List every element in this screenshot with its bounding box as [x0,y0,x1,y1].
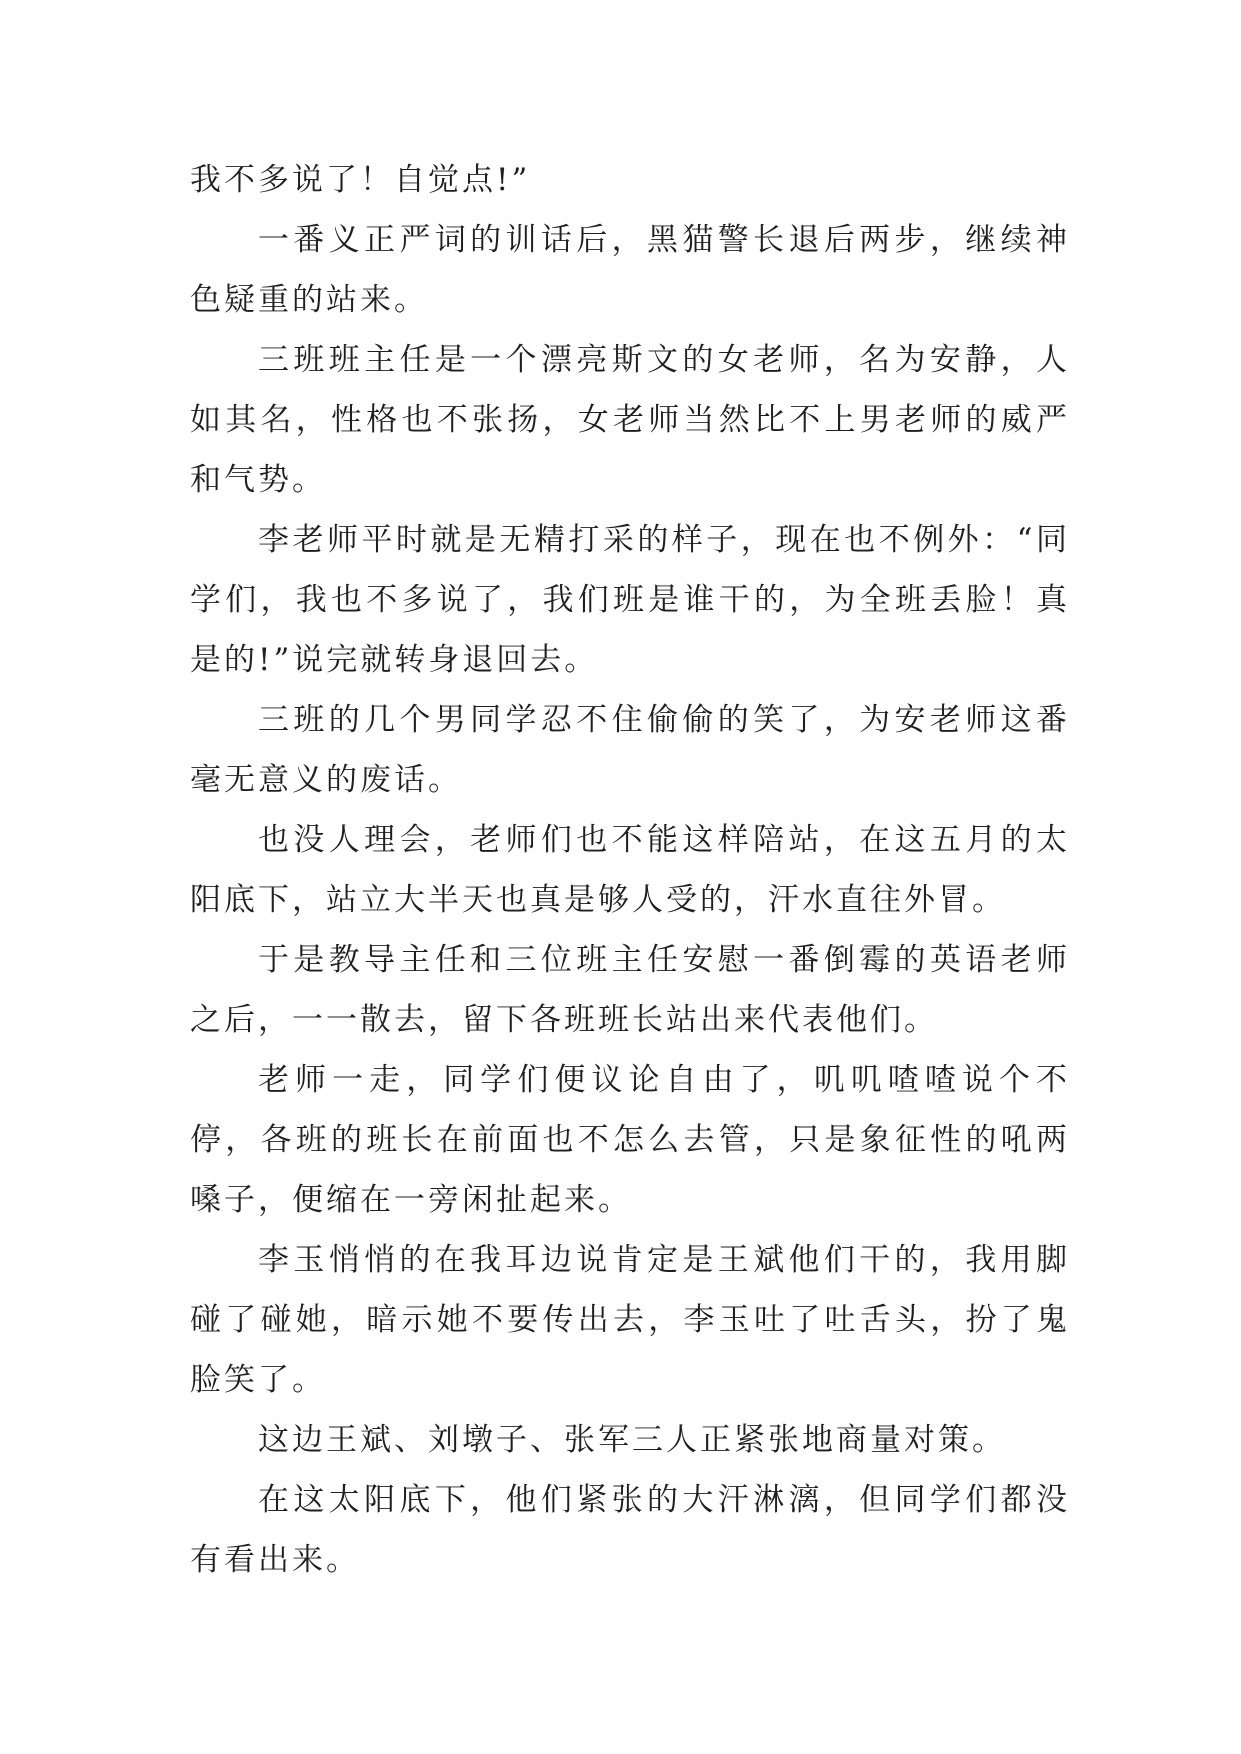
paragraph: 一番义正严词的训话后，黑猫警长退后两步，继续神色疑重的站来。 [190,222,1070,318]
paragraph: 于是教导主任和三位班主任安慰一番倒霉的英语老师之后，一一散去，留下各班班长站出来代表他们。 [190,942,1070,1038]
paragraph: 在这太阳底下，他们紧张的大汗淋漓，但同学们都没有看出来。 [190,1482,1070,1578]
paragraph: 这边王斌、刘墩子、张军三人正紧张地商量对策。 [258,1422,1006,1458]
paragraph: 也没人理会，老师们也不能这样陪站，在这五月的太阳底下，站立大半天也真是够人受的，汗水直往外冒。 [190,822,1070,918]
body-text [190,150,1070,1590]
paragraph: 老师一走，同学们便议论自由了，叽叽喳喳说个不停，各班的班长在前面也不怎么去管，只是象征性的吼两嗓子，便缩在一旁闲扯起来。 [190,1062,1070,1218]
paragraph: 李老师平时就是无精打采的样子，现在也不例外：“同学们，我也不多说了，我们班是谁干的，为全班丢脸！真是的!”说完就转身退回去。 [190,522,1070,678]
paragraph: 三班的几个男同学忍不住偷偷的笑了，为安老师这番毫无意义的废话。 [190,702,1070,798]
paragraph: 我不多说了！自觉点!” [190,162,531,198]
paragraph: 三班班主任是一个漂亮斯文的女老师，名为安静，人如其名，性格也不张扬，女老师当然比不上男老师的威严和气势。 [190,342,1070,498]
paragraph: 李玉悄悄的在我耳边说肯定是王斌他们干的，我用脚碰了碰她，暗示她不要传出去，李玉吐了吐舌头，扮了鬼脸笑了。 [190,1242,1070,1398]
